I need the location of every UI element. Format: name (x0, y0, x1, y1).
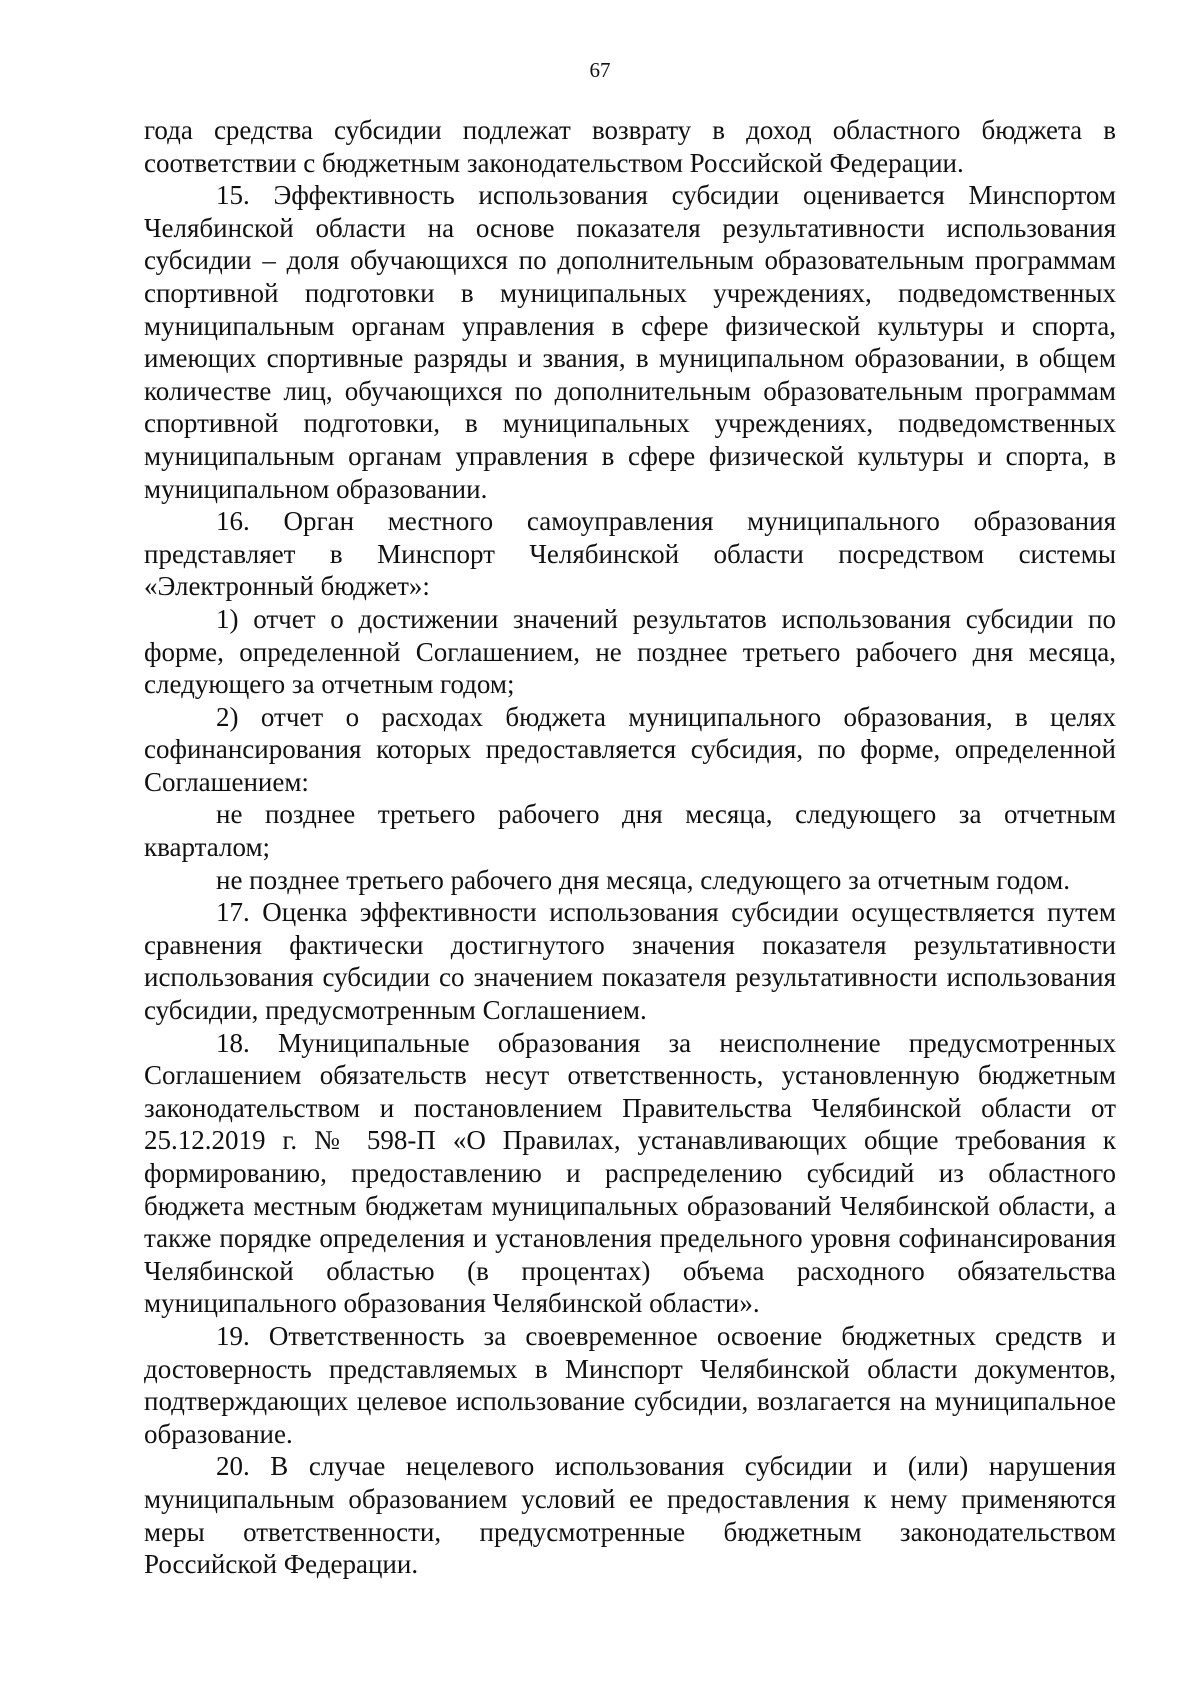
paragraph-16: 16. Орган местного самоуправления муниципального образования представляет в Минспорт Челябинской области посредством системы «Электронный бюджет»: (144, 506, 1116, 602)
page-number: 67 (589, 58, 611, 82)
paragraph-18: 18. Муниципальные образования за неисполнение предусмотренных Соглашением обязательств несут ответственность, установленную бюджетным законодательством и постановлением Правительства Челябинской области от 25.12.2019 г. № 598-П «О Правилах, устанавливающих общие требования к формированию, предоставлению и распределению субсидий из областного бюджета местным бюджетам муниципальных образований Челябинской области, а также порядке определения и установления предельного уровня софинансирования Челябинской областью (в процентах) объема расходного обязательства муниципального образования Челябинской области». (144, 1027, 1116, 1319)
document-body (144, 114, 1116, 1581)
paragraph-16-item-2-annual: не позднее третьего рабочего дня месяца, следующего за отчетным годом. (216, 864, 1070, 895)
paragraph-19: 19. Ответственность за своевременное освоение бюджетных средств и достоверность представляемых в Минспорт Челябинской области документов, подтверждающих целевое использование субсидии, возлагается на муниципальное образование. (144, 1320, 1116, 1449)
paragraph-16-item-2-quarterly: не позднее третьего рабочего дня месяца, следующего за отчетным кварталом; (144, 799, 1116, 863)
paragraph-16-item-2: 2) отчет о расходах бюджета муниципального образования, в целях софинансирования которых предоставляется субсидия, по форме, определенной Соглашением: (144, 701, 1116, 797)
paragraph-16-item-1: 1) отчет о достижении значений результатов использования субсидии по форме, определенной Соглашением, не позднее третьего рабочего дня месяца, следующего за отчетным годом; (144, 603, 1116, 700)
paragraph-20: 20. В случае нецелевого использования субсидии и (или) нарушения муниципальным образованием условий ее предоставления к нему применяются меры ответственности, предусмотренные бюджетным законодательством Российской Федерации. (144, 1451, 1116, 1580)
paragraph-continuation: года средства субсидии подлежат возврату в доход областного бюджета в соответствии с бюджетным законодательством Российской Федерации. (144, 115, 1116, 178)
paragraph-17: 17. Оценка эффективности использования субсидии осуществляется путем сравнения фактически достигнутого значения показателя результативности использования субсидии со значением показателя результативности использования субсидии, предусмотренным Соглашением. (144, 897, 1116, 1026)
paragraph-15: 15. Эффективность использования субсидии оценивается Минспортом Челябинской области на основе показателя результативности использования субсидии – доля обучающихся по дополнительным образовательным программам спортивной подготовки в муниципальных учреждениях, подведомственных муниципальным органам управления в сфере физической культуры и спорта, имеющих спортивные разряды и звания, в муниципальном образовании, в общем количестве лиц, обучающихся по дополнительным образовательным программам спортивной подготовки, в муниципальных учреждениях, подведомственных муниципальным органам управления в сфере физической культуры и спорта, в муниципальном образовании. (144, 180, 1116, 504)
